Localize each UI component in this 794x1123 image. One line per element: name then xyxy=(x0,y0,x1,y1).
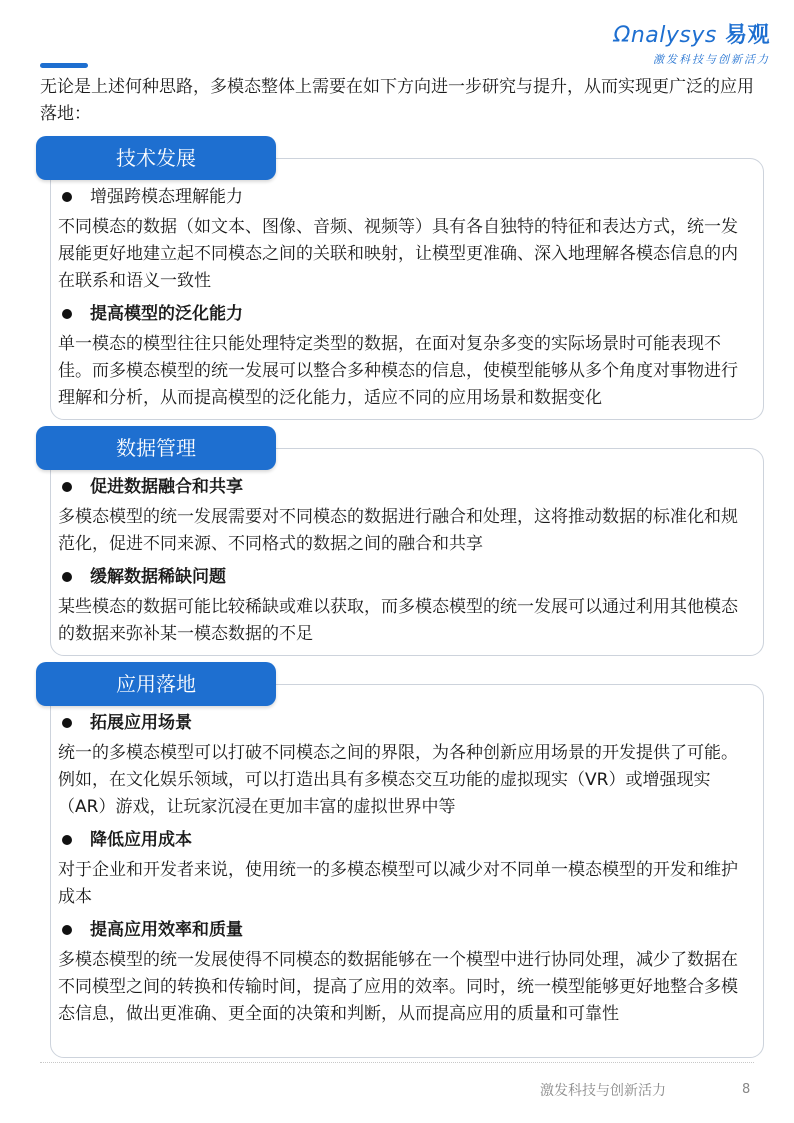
item-body: 多模态模型的统一发展使得不同模态的数据能够在一个模型中进行协同处理，减少了数据在不同模型之间的转换和传输时间，提高了应用的效率。同时，统一模型能够更好地整合多模态信息，做出更准确、更全面的决策和判断，从而提高应用的质量和可靠性 xyxy=(58,950,738,1024)
section-content xyxy=(58,710,754,1034)
accent-bar xyxy=(40,63,88,68)
section-data-management xyxy=(36,436,764,656)
item-heading: 增强跨模态理解能力 xyxy=(58,184,754,210)
logo-wordmark: Ωnalysys 易观 xyxy=(613,23,770,48)
bullet-icon xyxy=(62,192,72,202)
bullet-icon xyxy=(62,835,72,845)
brand-logo xyxy=(614,18,771,67)
bullet-icon xyxy=(62,482,72,492)
section-tab: 技术发展 xyxy=(36,136,276,180)
intro-paragraph: 无论是上述何种思路，多模态整体上需要在如下方向进一步研究与提升，从而实现更广泛的应用落地： xyxy=(40,77,754,124)
item-heading: 提高应用效率和质量 xyxy=(58,917,754,943)
footer-divider xyxy=(40,1062,754,1063)
item-body: 某些模态的数据可能比较稀缺或难以获取，而多模态模型的统一发展可以通过利用其他模态的数据来弥补某一模态数据的不足 xyxy=(58,597,738,644)
section-application xyxy=(36,672,764,1058)
item-body: 统一的多模态模型可以打破不同模态之间的界限，为各种创新应用场景的开发提供了可能。例如，在文化娱乐领域，可以打造出具有多模态交互功能的虚拟现实（VR）或增强现实（AR）游戏，让玩家沉浸在更加丰富的虚拟世界中等 xyxy=(58,743,738,817)
section-tab: 应用落地 xyxy=(36,662,276,706)
section-tab: 数据管理 xyxy=(36,426,276,470)
item-body: 单一模态的模型往往只能处理特定类型的数据，在面对复杂多变的实际场景时可能表现不佳。而多模态模型的统一发展可以整合多种模态的信息，使模型能够从多个角度对事物进行理解和分析，从而提高模型的泛化能力，适应不同的应用场景和数据变化 xyxy=(58,334,738,408)
item-body: 多模态模型的统一发展需要对不同模态的数据进行融合和处理，这将推动数据的标准化和规范化，促进不同来源、不同格式的数据之间的融合和共享 xyxy=(58,507,738,554)
footer-slogan: 激发科技与创新活力 xyxy=(540,1083,666,1099)
section-content xyxy=(58,474,754,654)
item-heading: 缓解数据稀缺问题 xyxy=(58,564,754,590)
bullet-icon xyxy=(62,572,72,582)
bullet-icon xyxy=(62,309,72,319)
page-number: 8 xyxy=(742,1082,751,1097)
bullet-icon xyxy=(62,925,72,935)
item-heading: 提高模型的泛化能力 xyxy=(58,301,754,327)
item-heading: 降低应用成本 xyxy=(58,827,754,853)
item-heading: 促进数据融合和共享 xyxy=(58,474,754,500)
item-body: 不同模态的数据（如文本、图像、音频、视频等）具有各自独特的特征和表达方式，统一发展能更好地建立起不同模态之间的关联和映射，让模型更准确、深入地理解各模态信息的内在联系和语义一致性 xyxy=(58,217,738,291)
logo-tagline: 激发科技与创新活力 xyxy=(653,53,770,66)
item-body: 对于企业和开发者来说，使用统一的多模态模型可以减少对不同单一模态模型的开发和维护成本 xyxy=(58,860,738,907)
section-content xyxy=(58,184,754,418)
item-heading: 拓展应用场景 xyxy=(58,710,754,736)
section-tech-development xyxy=(36,146,764,420)
bullet-icon xyxy=(62,718,72,728)
